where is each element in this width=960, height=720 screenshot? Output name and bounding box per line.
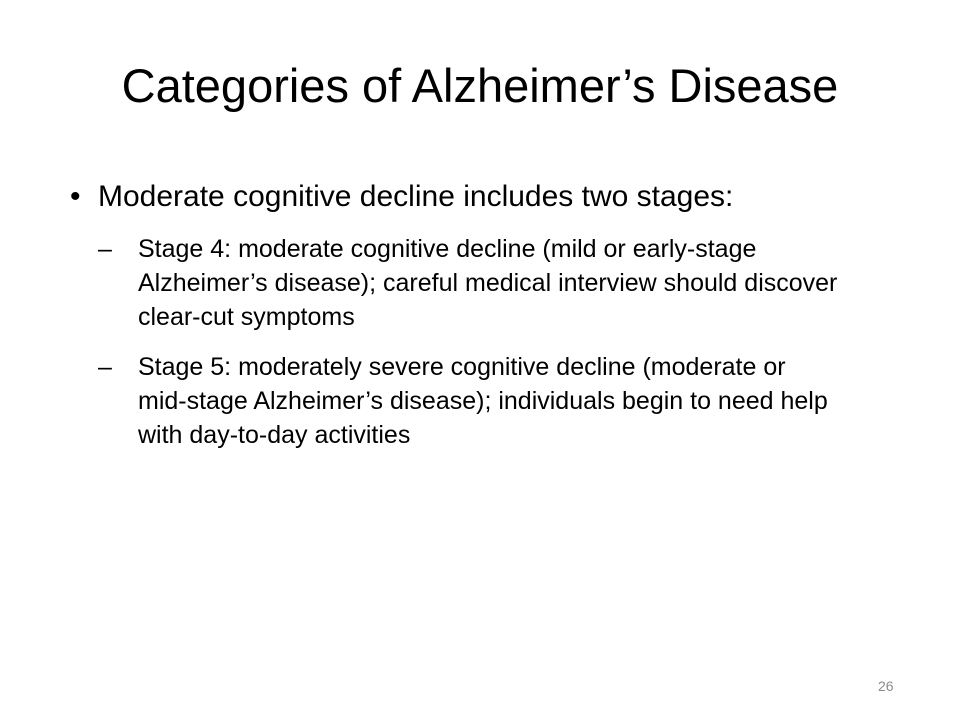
slide-body [70, 176, 890, 452]
sub-bullet-item-stage-4 [70, 232, 838, 334]
bullet-marker-icon: • [70, 180, 81, 213]
dash-marker-icon: – [98, 353, 112, 381]
sub-bullet-text: Stage 5: moderately severe cognitive decline (moderate or mid-stage Alzheimer’s disease); individuals begin to need help with day-to-day activities [138, 353, 828, 449]
page-number: 26 [878, 678, 894, 694]
sub-bullet-text: Stage 4: moderate cognitive decline (mild or early-stage Alzheimer’s disease); careful medical interview should discover clear-cut symptoms [138, 235, 838, 331]
bullet-text: Moderate cognitive decline includes two stages: [98, 180, 734, 213]
slide-title: Categories of Alzheimer’s Disease [121, 59, 839, 112]
sub-bullet-item-stage-5 [70, 350, 838, 452]
bullet-item [70, 176, 868, 218]
dash-marker-icon: – [98, 235, 112, 263]
